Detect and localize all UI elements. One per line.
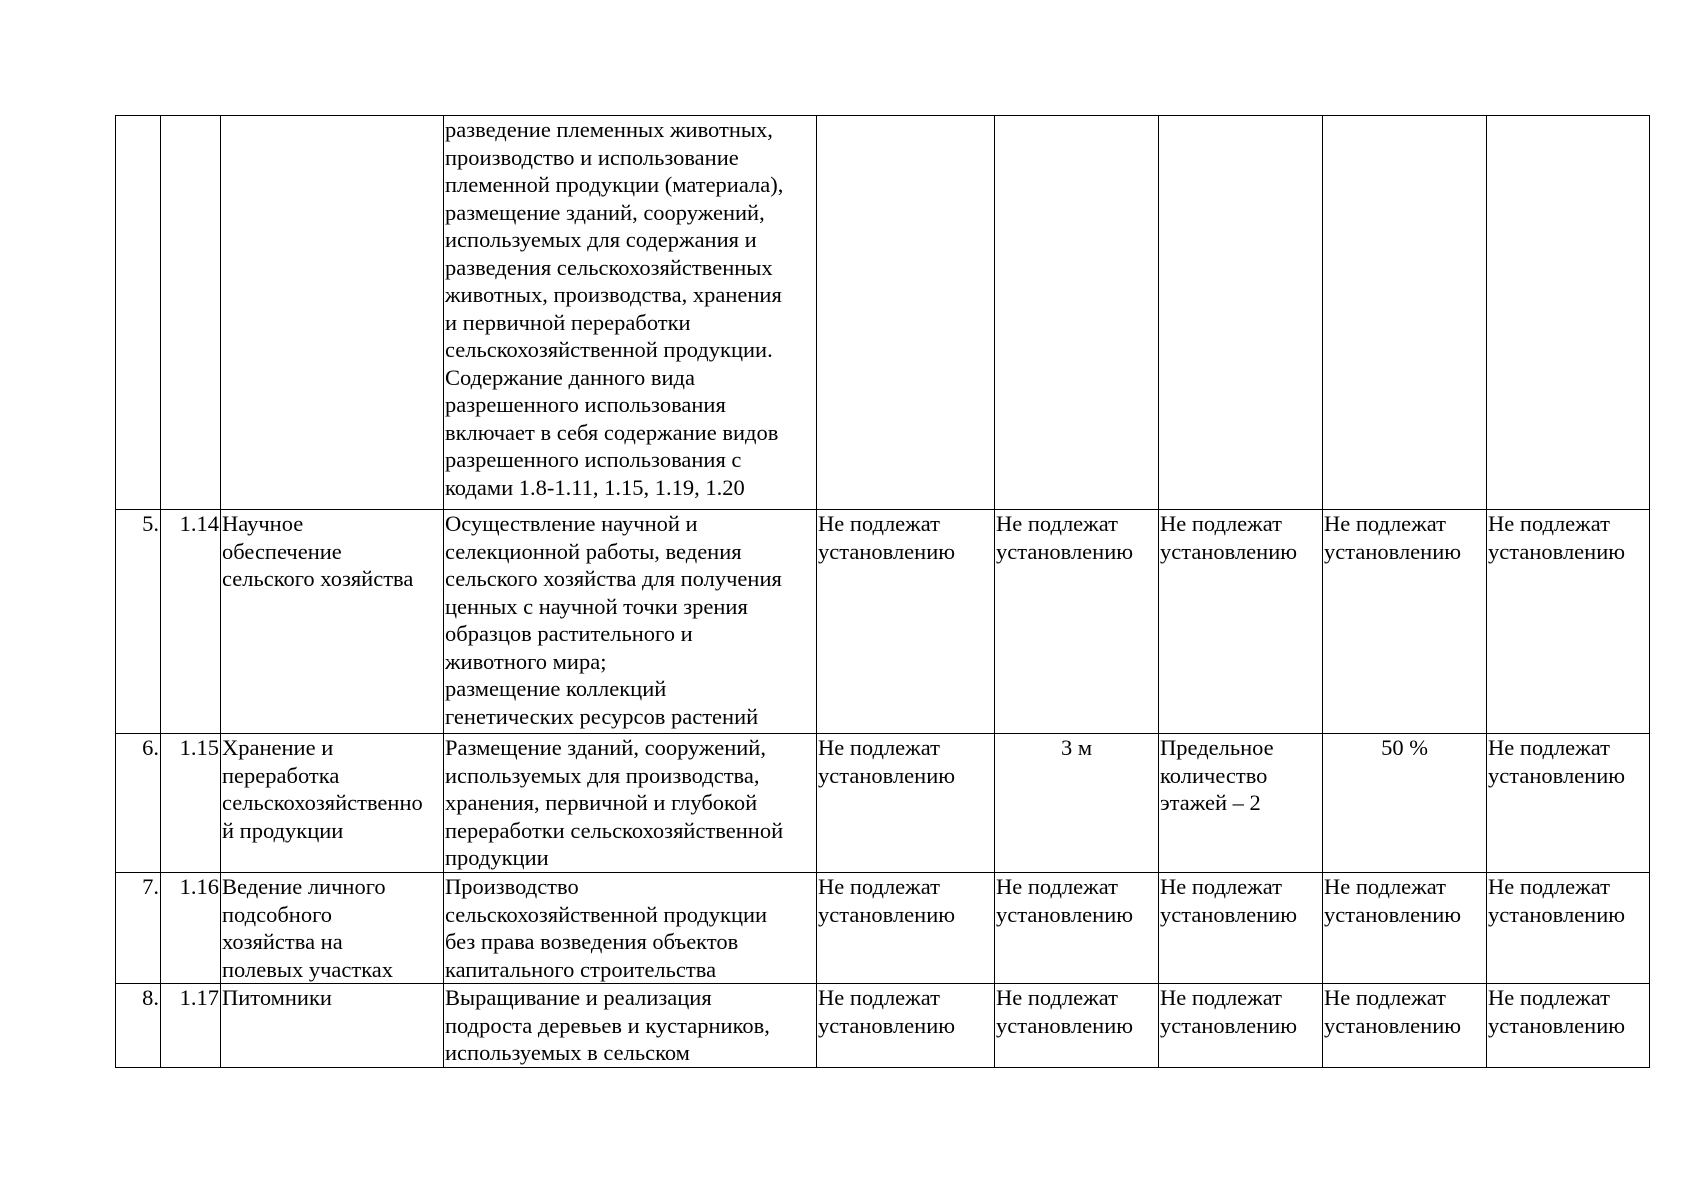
use-name xyxy=(221,116,444,510)
param-cell xyxy=(1487,116,1650,510)
row-number: 5. xyxy=(116,510,161,734)
param-cell: Не подлежат установлению xyxy=(995,984,1159,1068)
param-cell: 3 м xyxy=(995,734,1159,873)
use-description: Осуществление научной и селекционной работы, ведения сельского хозяйства для получения ценных с научной точки зрения образцов растительного и животного мира; размещение коллекций генетических ресурсов растений xyxy=(444,510,817,734)
param-cell: Не подлежат установлению xyxy=(817,734,995,873)
param-cell: Не подлежат установлению xyxy=(1159,984,1323,1068)
param-cell xyxy=(1159,116,1323,510)
row-number: 8. xyxy=(116,984,161,1068)
table-row xyxy=(116,510,1650,734)
param-cell xyxy=(817,116,995,510)
use-code: 1.15 xyxy=(161,734,221,873)
param-cell xyxy=(1323,116,1487,510)
use-name: Хранение и переработка сельскохозяйственно й продукции xyxy=(221,734,444,873)
use-name: Питомники xyxy=(221,984,444,1068)
row-number: 7. xyxy=(116,873,161,984)
use-name: Ведение личного подсобного хозяйства на полевых участках xyxy=(221,873,444,984)
param-cell: Не подлежат установлению xyxy=(1323,984,1487,1068)
table-row xyxy=(116,873,1650,984)
param-cell: Не подлежат установлению xyxy=(995,510,1159,734)
table-row xyxy=(116,734,1650,873)
param-cell: Не подлежат установлению xyxy=(1487,873,1650,984)
param-cell: Не подлежат установлению xyxy=(1487,734,1650,873)
row-number: 6. xyxy=(116,734,161,873)
param-cell: Не подлежат установлению xyxy=(1487,984,1650,1068)
param-cell: Не подлежат установлению xyxy=(1159,510,1323,734)
use-description: Выращивание и реализация подроста деревьев и кустарников, используемых в сельском xyxy=(444,984,817,1068)
use-name: Научное обеспечение сельского хозяйства xyxy=(221,510,444,734)
table-row xyxy=(116,984,1650,1068)
use-code: 1.16 xyxy=(161,873,221,984)
use-description: Производство сельскохозяйственной продукции без права возведения объектов капитального строительства xyxy=(444,873,817,984)
use-code: 1.14 xyxy=(161,510,221,734)
param-cell: Не подлежат установлению xyxy=(817,873,995,984)
use-code xyxy=(161,116,221,510)
use-description: Размещение зданий, сооружений, используемых для производства, хранения, первичной и глубокой переработки сельскохозяйственной продукции xyxy=(444,734,817,873)
param-cell: Не подлежат установлению xyxy=(817,984,995,1068)
param-cell: Не подлежат установлению xyxy=(1323,873,1487,984)
table-row xyxy=(116,116,1650,510)
use-description: разведение племенных животных, производство и использование племенной продукции (материала), размещение зданий, сооружений, используемых для содержания и разведения сельскохозяйственных животных, производства, хранения и первичной переработки сельскохозяйственной продукции. Содержание данного вида разрешенного использования включает в себя содержание видов разрешенного использования с кодами 1.8-1.11, 1.15, 1.19, 1.20 xyxy=(444,116,817,510)
param-cell: Не подлежат установлению xyxy=(1323,510,1487,734)
param-cell: Не подлежат установлению xyxy=(1159,873,1323,984)
param-cell: Не подлежат установлению xyxy=(995,873,1159,984)
param-cell: Не подлежат установлению xyxy=(817,510,995,734)
land-use-table xyxy=(115,115,1650,1068)
row-number xyxy=(116,116,161,510)
param-cell xyxy=(995,116,1159,510)
use-code: 1.17 xyxy=(161,984,221,1068)
param-cell: Не подлежат установлению xyxy=(1487,510,1650,734)
param-cell: Предельное количество этажей – 2 xyxy=(1159,734,1323,873)
param-cell: 50 % xyxy=(1323,734,1487,873)
